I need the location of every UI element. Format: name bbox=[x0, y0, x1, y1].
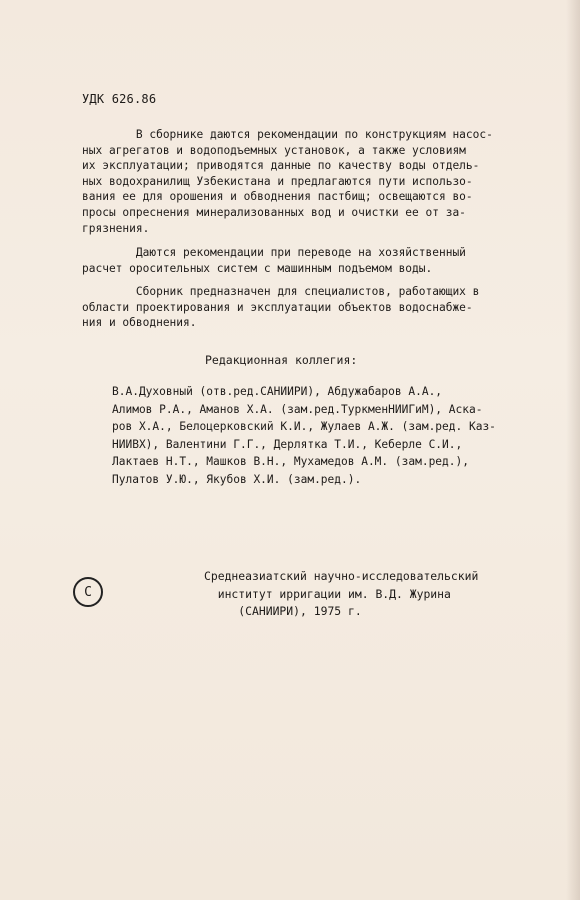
udk-code: УДК 626.86 bbox=[82, 92, 157, 106]
abstract-paragraph-3: Сборник предназначен для специалистов, работающих в области проектирования и эксплуатации объектов водоснабже- ния и обводнения. bbox=[82, 285, 480, 330]
abstract-paragraph-1: В сборнике даются рекомендации по конструкциям насос- ных агрегатов и водоподъемных установок, а также условиям их эксплуатации; приводятся данные по качеству воды отдель- ных водохранилищ Узбекистана и предлагаются пути использо- вания ее для орошения и обводнения пастбищ; освещаются во- просы опреснения минерализованных вод и очистки ее от за- грязнения. bbox=[82, 128, 493, 235]
editorial-board-members: В.А.Духовный (отв.ред.САНИИРИ), Абдужабаров А.А., Алимов Р.А., Аманов Х.А. (зам.ред.ТуркменНИИГиМ), Аска- ров Х.А., Белоцерковский К.И., Жулаев А.Ж. (зам.ред. Каз- НИИВХ), Валентини Г.Г., Дерлятка Т.И., Кеберле С.И., Лактаев Н.Т., Машков В.Н., Мухамедов А.М. (зам.ред.), Пулатов У.Ю., Якубов Х.И. (зам.ред.). bbox=[112, 385, 496, 486]
copyright-institute: Среднеазиатский научно-исследовательский институт ирригации им. В.Д. Журина (САНИИРИ), 1975 г. bbox=[204, 569, 479, 618]
copyright-icon bbox=[73, 577, 103, 607]
editorial-board-title: Редакционная коллегия: bbox=[205, 353, 358, 367]
copyright-symbol: С bbox=[84, 584, 92, 600]
abstract-paragraph-2: Даются рекомендации при переводе на хозяйственный расчет оросительных систем с машинным подъемом воды. bbox=[82, 246, 466, 275]
page-edge-shadow bbox=[566, 0, 580, 900]
